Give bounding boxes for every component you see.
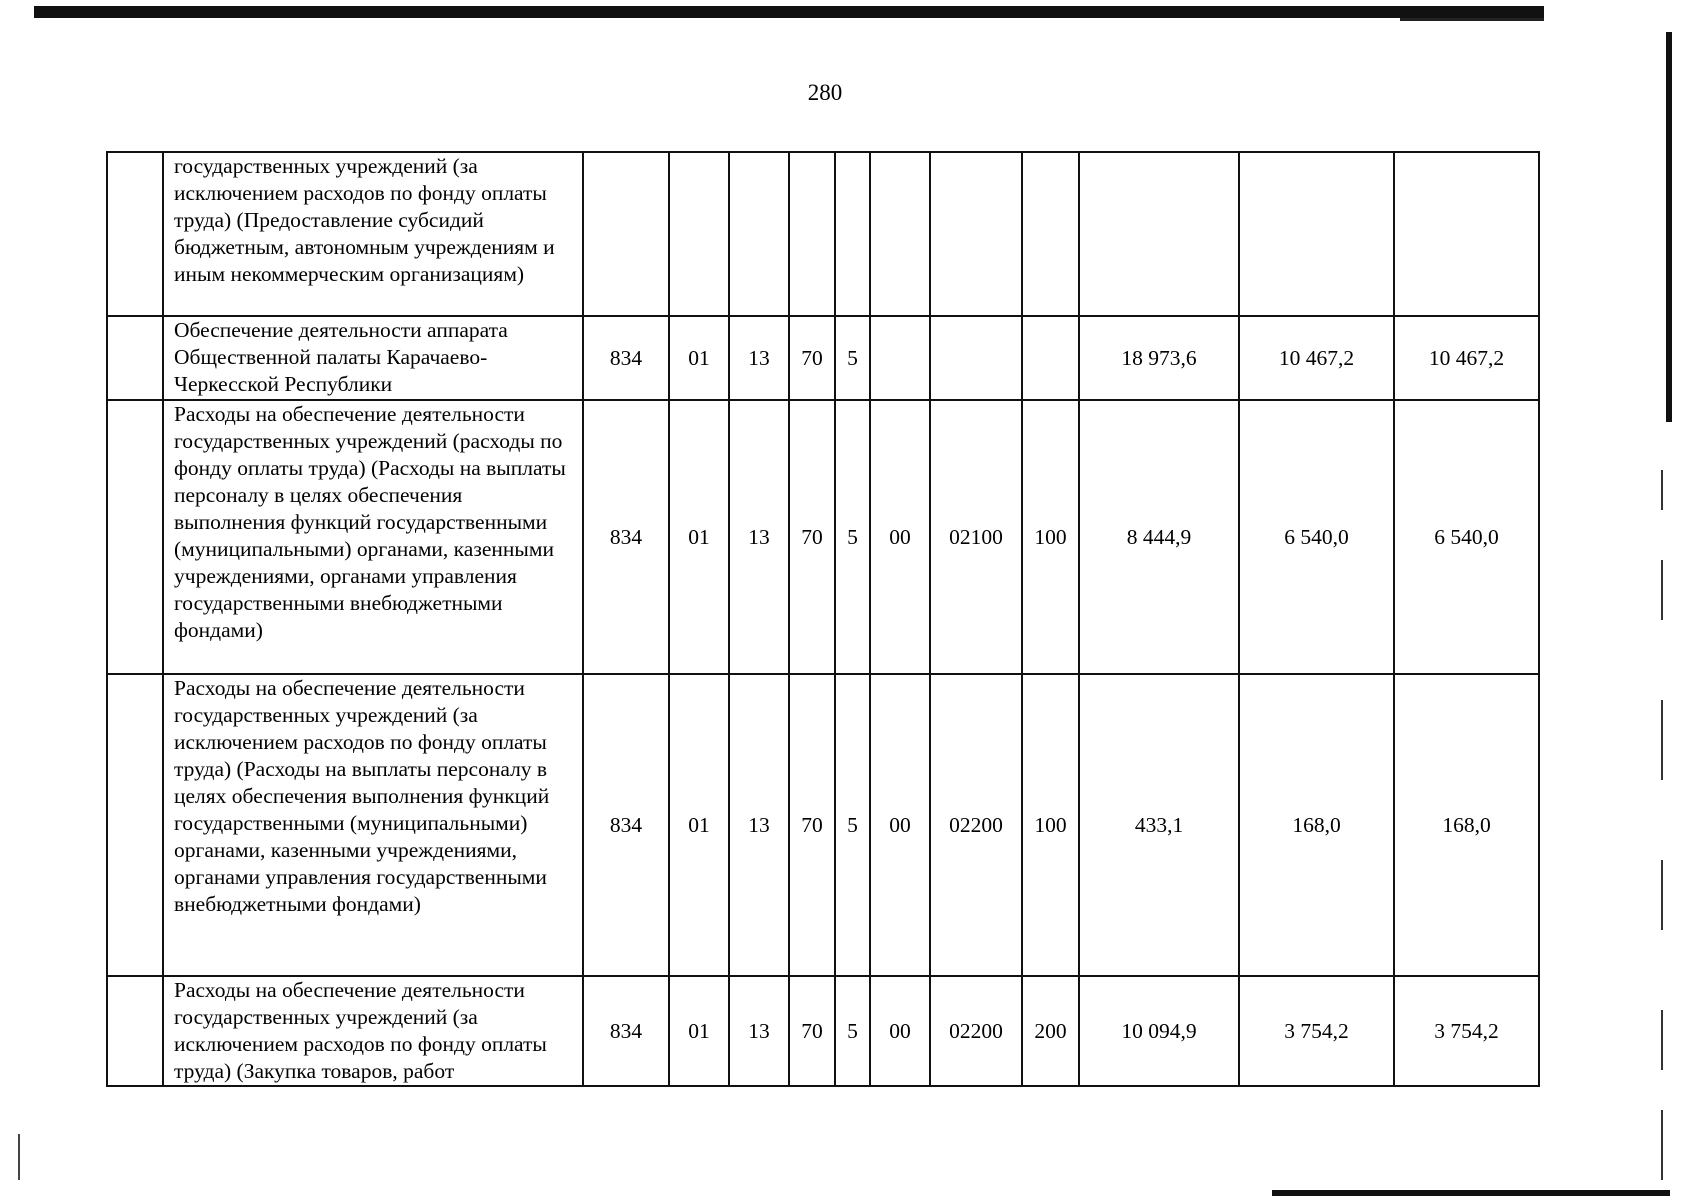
expense-type-cell: [1022, 152, 1079, 316]
subsection-code-cell: 13: [729, 674, 789, 976]
direction-code-cell: [930, 316, 1022, 400]
program-code-cell: 70: [789, 400, 835, 674]
scan-border-right-dash: [1661, 470, 1663, 510]
row-number-cell: [107, 400, 163, 674]
section-code-cell: [669, 152, 729, 316]
scan-border-right-dash: [1661, 700, 1663, 780]
section-code-cell: 01: [669, 316, 729, 400]
subprogram-code-cell: 5: [835, 316, 870, 400]
section-code-cell: 01: [669, 674, 729, 976]
amount-1-cell: 10 094,9: [1079, 976, 1239, 1086]
section-code-cell: 01: [669, 976, 729, 1086]
activity-code-cell: 00: [870, 976, 930, 1086]
direction-code-cell: 02100: [930, 400, 1022, 674]
ministry-code-cell: 834: [583, 976, 669, 1086]
amount-2-cell: 6 540,0: [1239, 400, 1394, 674]
subprogram-code-cell: 5: [835, 674, 870, 976]
row-number-cell: [107, 316, 163, 400]
scan-border-bottom: [1272, 1190, 1670, 1196]
row-number-cell: [107, 976, 163, 1086]
scan-border-top-thin: [1400, 18, 1544, 21]
program-code-cell: 70: [789, 674, 835, 976]
table-row: [107, 400, 1539, 674]
program-code-cell: 70: [789, 316, 835, 400]
expense-type-cell: [1022, 316, 1079, 400]
table-row: [107, 316, 1539, 400]
scan-border-right-dash: [1661, 860, 1663, 930]
subprogram-code-cell: 5: [835, 976, 870, 1086]
scan-border-top: [34, 6, 1544, 18]
expense-type-cell: 200: [1022, 976, 1079, 1086]
ministry-code-cell: 834: [583, 316, 669, 400]
amount-2-cell: 10 467,2: [1239, 316, 1394, 400]
ministry-code-cell: 834: [583, 674, 669, 976]
amount-1-cell: 18 973,6: [1079, 316, 1239, 400]
row-number-cell: [107, 152, 163, 316]
subsection-code-cell: 13: [729, 976, 789, 1086]
description-cell: Расходы на обеспечение деятельности государственных учреждений (за исключением расходов по фонду оплаты труда) (Расходы на выплаты персоналу в целях обеспечения выполнения функций государственными (муниципальными) органами, казенными учреждениями, органами управления государственными внебюджетными фондами): [163, 674, 583, 976]
direction-code-cell: 02200: [930, 976, 1022, 1086]
scan-mark-left: [18, 1134, 20, 1180]
row-number-cell: [107, 674, 163, 976]
amount-1-cell: 8 444,9: [1079, 400, 1239, 674]
amount-3-cell: 3 754,2: [1394, 976, 1539, 1086]
expense-type-cell: 100: [1022, 400, 1079, 674]
amount-2-cell: 3 754,2: [1239, 976, 1394, 1086]
activity-code-cell: [870, 316, 930, 400]
ministry-code-cell: 834: [583, 400, 669, 674]
scan-border-right-dash: [1661, 1010, 1663, 1070]
activity-code-cell: 00: [870, 400, 930, 674]
scan-border-right-dash: [1661, 560, 1663, 620]
subprogram-code-cell: [835, 152, 870, 316]
description-cell: Расходы на обеспечение деятельности государственных учреждений (за исключением расходов по фонду оплаты труда) (Закупка товаров, работ: [163, 976, 583, 1086]
subsection-code-cell: [729, 152, 789, 316]
program-code-cell: 70: [789, 976, 835, 1086]
activity-code-cell: 00: [870, 674, 930, 976]
subsection-code-cell: 13: [729, 400, 789, 674]
description-cell: государственных учреждений (за исключением расходов по фонду оплаты труда) (Предоставление субсидий бюджетным, автономным учреждениям и иным некоммерческим организациям): [163, 152, 583, 316]
description-cell: Обеспечение деятельности аппарата Общественной палаты Карачаево-Черкесской Республики: [163, 316, 583, 400]
amount-2-cell: 168,0: [1239, 674, 1394, 976]
amount-2-cell: [1239, 152, 1394, 316]
budget-table: [106, 151, 1540, 1087]
amount-3-cell: 6 540,0: [1394, 400, 1539, 674]
direction-code-cell: [930, 152, 1022, 316]
direction-code-cell: 02200: [930, 674, 1022, 976]
ministry-code-cell: [583, 152, 669, 316]
program-code-cell: [789, 152, 835, 316]
activity-code-cell: [870, 152, 930, 316]
expense-type-cell: 100: [1022, 674, 1079, 976]
table-row: [107, 152, 1539, 316]
amount-1-cell: [1079, 152, 1239, 316]
scan-border-right: [1666, 32, 1672, 422]
description-cell: Расходы на обеспечение деятельности государственных учреждений (расходы по фонду оплаты труда) (Расходы на выплаты персоналу в целях обеспечения выполнения функций государственными (муниципальными) органами, казенными учреждениями, органами управления государственными внебюджетными фондами): [163, 400, 583, 674]
table-row: [107, 674, 1539, 976]
subprogram-code-cell: 5: [835, 400, 870, 674]
scan-border-right-dash: [1661, 1110, 1663, 1180]
amount-3-cell: 10 467,2: [1394, 316, 1539, 400]
section-code-cell: 01: [669, 400, 729, 674]
table-row: [107, 976, 1539, 1086]
amount-3-cell: 168,0: [1394, 674, 1539, 976]
page-number: 280: [807, 80, 843, 105]
amount-3-cell: [1394, 152, 1539, 316]
amount-1-cell: 433,1: [1079, 674, 1239, 976]
subsection-code-cell: 13: [729, 316, 789, 400]
